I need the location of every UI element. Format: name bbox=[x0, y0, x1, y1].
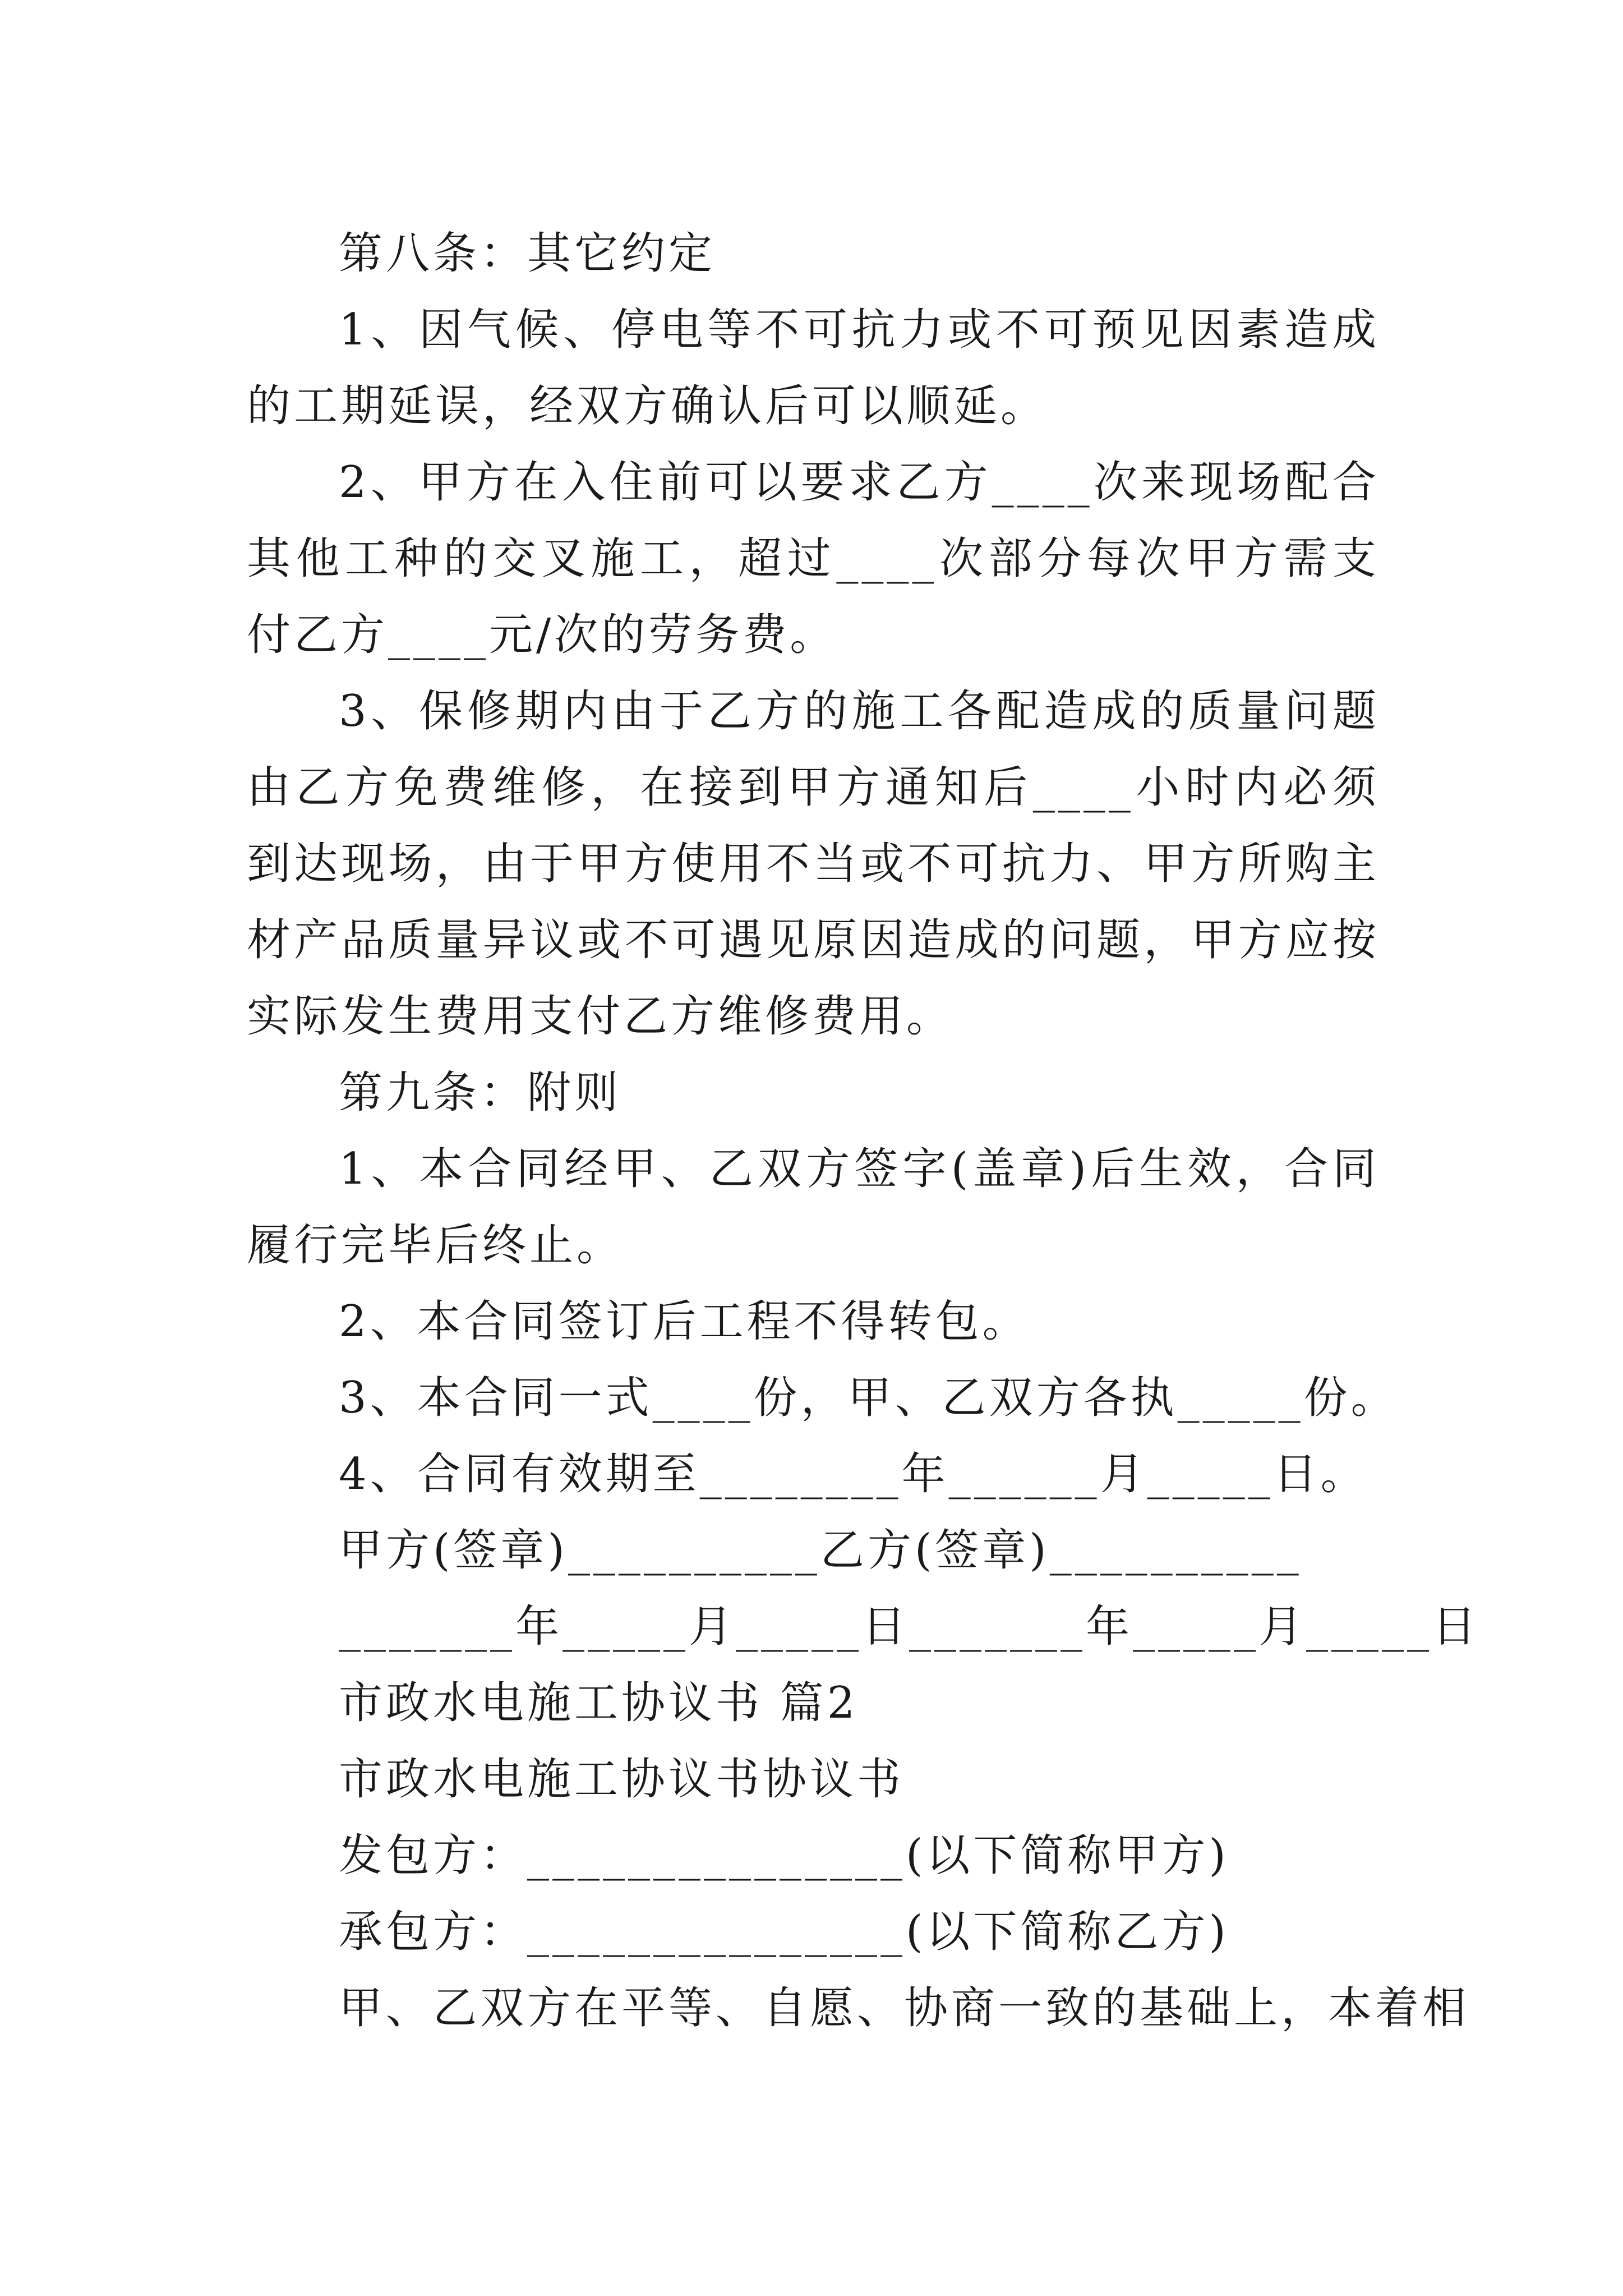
article-8-clause-2: 2、甲方在入住前可以要求乙方____次来现场配合 其他工种的交叉施工，超过____次部分每次甲方需支付乙方____元/次的劳务费。 bbox=[247, 457, 1397, 660]
employer-line: 发包方：_______________(以下简称甲方) bbox=[339, 1830, 1229, 1881]
section-2-title: 市政水电施工协议书协议书 bbox=[339, 1754, 905, 1805]
article-8-clause-3: 3、保修期内由于乙方的施工各配造成的质量问题由乙方免费维修，在接到甲方通知后____小时内必须到达现场，由于甲方使用不当或不可抗力、甲方所购主材产品质量异议或不可遇见原因造成的问题，甲方应按实际发生费用支付乙方维修费用。 bbox=[247, 686, 1380, 1042]
section-2-heading: 市政水电施工协议书 篇2 bbox=[339, 1678, 859, 1728]
article-8-clause-1: 1、因气候、停电等不可抗力或不可预见因素造成的工期延误，经双方确认后可以顺延。 bbox=[247, 305, 1380, 431]
article-9-clause-4: 4、合同有效期至________年______月_____日。 bbox=[339, 1449, 1368, 1499]
article-9-clause-1: 1、本合同经甲、乙双方签字(盖章)后生效，合同履行完毕后终止。 bbox=[247, 1144, 1380, 1271]
article-9-heading: 第九条：附则 bbox=[339, 1068, 622, 1118]
article-9-clause-2: 2、本合同签订后工程不得转包。 bbox=[339, 1296, 1030, 1347]
signature-line: 甲方(签章)__________乙方(签章)__________ bbox=[339, 1525, 1302, 1576]
article-8-heading: 第八条：其它约定 bbox=[339, 228, 716, 279]
article-9-clause-3: 3、本合同一式____份，甲、乙双方各执_____份。 bbox=[339, 1373, 1398, 1423]
document-body bbox=[247, 215, 1480, 2046]
signature-date-line: _______年_____月_____日_______年_____月_____日 bbox=[339, 1602, 1480, 1652]
intro-paragraph: 甲、乙双方在平等、自愿、协商一致的基础上，本着相 bbox=[339, 1983, 1470, 2033]
contractor-line: 承包方：_______________(以下简称乙方) bbox=[339, 1907, 1229, 1957]
